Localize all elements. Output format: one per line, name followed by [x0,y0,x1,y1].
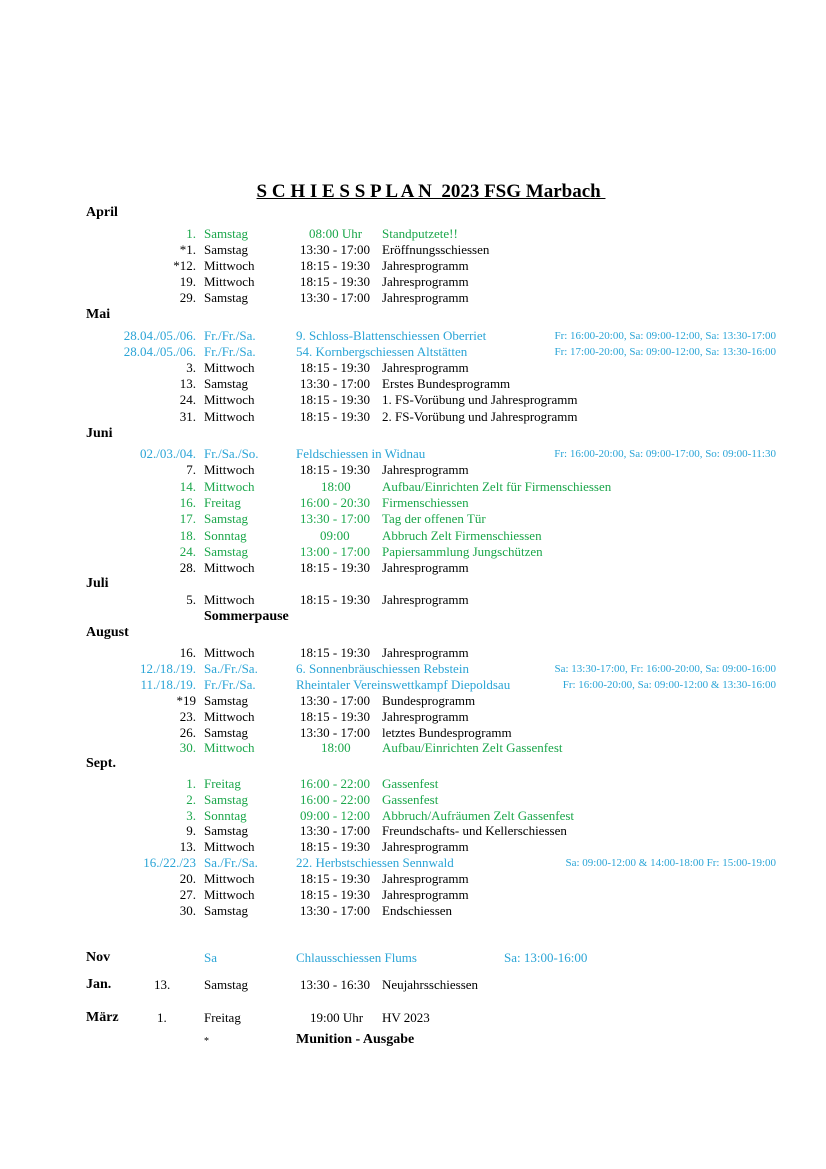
time: 13:30 - 17:00 [300,693,371,708]
description: Neujahrsschiessen [382,977,479,992]
table-row [0,290,826,306]
weekday: Freitag [204,776,241,791]
date: 26. [179,725,196,740]
table-row [0,409,826,425]
time: 18:15 - 19:30 [300,274,371,289]
description: letztes Bundesprogramm [382,725,512,740]
description: 9. Schloss-Blattenschiessen Oberriet [296,328,487,343]
description: Aufbau/Einrichten Zelt für Firmenschiessen [382,479,612,494]
table-row [0,839,826,855]
weekday: Sa./Fr./Sa. [204,661,258,676]
description: Aufbau/Einrichten Zelt Gassenfest [382,740,563,755]
weekday: Mittwoch [204,871,255,886]
date: 28. [179,560,196,575]
table-row [0,242,826,258]
weekday: Samstag [204,792,249,807]
weekday: Mittwoch [204,740,255,755]
table-row [0,376,826,392]
description: Jahresprogramm [382,462,469,477]
date: 16. [179,645,196,660]
month-maerz: März [86,1010,119,1025]
date: 11./18./19. [140,677,196,692]
month-juli: Juli [86,576,109,591]
description: 54. Kornbergschiessen Altstätten [296,344,468,359]
description: Chlausschiessen Flums [296,950,417,965]
weekday: Mittwoch [204,479,255,494]
description: Jahresprogramm [382,645,469,660]
weekday: Mittwoch [204,409,255,424]
table-row [0,792,826,808]
weekday: Fr./Fr./Sa. [204,328,256,343]
table-row [0,592,826,608]
date: 5. [186,592,196,607]
table-row [0,855,826,871]
description: Abbruch Zelt Firmenschiessen [382,528,542,543]
note: Sa: 13:00-16:00 [504,950,588,965]
date: 3. [186,360,196,375]
description: Erstes Bundesprogramm [382,376,511,391]
time: 09:00 - 12:00 [300,808,371,823]
weekday: Mittwoch [204,360,255,375]
table-row [0,1010,826,1026]
description: Tag der offenen Tür [382,511,486,526]
weekday: Freitag [204,495,241,510]
table-row [0,511,826,527]
description: Papiersammlung Jungschützen [382,544,543,559]
time: 18:15 - 19:30 [300,409,371,424]
date: 1. [186,776,196,791]
time: 16:00 - 22:00 [300,776,371,791]
weekday: Samstag [204,693,249,708]
table-row [0,274,826,290]
weekday: Sa./Fr./Sa. [204,855,258,870]
weekday: Mittwoch [204,462,255,477]
time: 18:15 - 19:30 [300,258,371,273]
date: 16./22./23 [143,855,196,870]
weekday: Mittwoch [204,839,255,854]
weekday: Mittwoch [204,887,255,902]
table-row [0,344,826,360]
table-row [0,887,826,903]
date: 2. [186,792,196,807]
weekday: Sonntag [204,808,247,823]
description: Freundschafts- und Kellerschiessen [382,823,567,838]
weekday: Samstag [204,903,249,918]
date: 14. [179,479,196,494]
table-row [0,462,826,478]
month-mai: Mai [86,307,111,322]
page-title: S C H I E S S P L A N 2023 FSG Marbach [256,181,606,202]
date: 1. [157,1010,167,1025]
time: 16:00 - 22:00 [300,792,371,807]
table-row [0,740,826,756]
time: 18:15 - 19:30 [300,560,371,575]
date: 30. [179,740,196,755]
time: 18:15 - 19:30 [300,462,371,477]
date: 13. [179,839,196,854]
time: 16:00 - 20:30 [300,495,371,510]
weekday: Samstag [204,511,249,526]
description: Jahresprogramm [382,560,469,575]
time: 18:00 [321,479,351,494]
time: 13:30 - 17:00 [300,725,371,740]
table-row [0,977,826,993]
description: Jahresprogramm [382,709,469,724]
month-juni: Juni [86,426,113,441]
date: 13. [179,376,196,391]
table-row [0,709,826,725]
month-nov: Nov [86,950,111,965]
table-row [0,495,826,511]
weekday: Samstag [204,226,249,241]
note: Fr: 16:00-20:00, Sa: 09:00-12:00 & 13:30-16:00 [562,679,776,691]
description: Eröffnungsschiessen [382,242,490,257]
time: 18:00 [321,740,351,755]
time: 08:00 Uhr [309,226,363,241]
table-row [0,528,826,544]
date: 24. [179,544,196,559]
table-row [0,661,826,677]
weekday: Mittwoch [204,645,255,660]
time: 13:30 - 17:00 [300,242,371,257]
description: HV 2023 [382,1010,430,1025]
date: *1. [179,242,196,257]
weekday: Freitag [204,1010,241,1025]
time: 18:15 - 19:30 [300,839,371,854]
description: 2. FS-Vorübung und Jahresprogramm [382,409,578,424]
date: 28.04./05./06. [123,344,196,359]
time: 13:00 - 17:00 [300,544,371,559]
table-row [0,258,826,274]
month-jan: Jan. [86,977,112,992]
time: 19:00 Uhr [310,1010,364,1025]
date: 12./18./19. [140,661,196,676]
description: Jahresprogramm [382,258,469,273]
table-row [0,776,826,792]
description: 22. Herbstschiessen Sennwald [296,855,454,870]
table-row [0,645,826,661]
weekday: Mittwoch [204,592,255,607]
time: 18:15 - 19:30 [300,392,371,407]
time: 18:15 - 19:30 [300,592,371,607]
weekday: Fr./Sa./So. [204,446,259,461]
note: Fr: 16:00-20:00, Sa: 09:00-17:00, So: 09:00-11:30 [554,448,776,460]
date: *12. [173,258,196,273]
description: Jahresprogramm [382,274,469,289]
date: 28.04./05./06. [123,328,196,343]
table-row [0,226,826,242]
weekday: Samstag [204,544,249,559]
month-august: August [86,625,129,640]
date: 23. [179,709,196,724]
time: 18:15 - 19:30 [300,709,371,724]
description: Jahresprogramm [382,592,469,607]
table-row [0,808,826,824]
weekday: Samstag [204,977,249,992]
date: 3. [186,808,196,823]
date: 13. [154,977,171,992]
legend-star: * [204,1036,209,1047]
date: 7. [186,462,196,477]
date: *19 [176,693,196,708]
table-row [0,392,826,408]
date: 24. [179,392,196,407]
note: Sa: 09:00-12:00 & 14:00-18:00 Fr: 15:00-19:00 [565,857,776,869]
weekday: Sa [204,950,217,965]
time: 13:30 - 17:00 [300,823,371,838]
weekday: Mittwoch [204,560,255,575]
description: Jahresprogramm [382,290,469,305]
month-april: April [86,205,118,220]
weekday: Fr./Fr./Sa. [204,677,256,692]
note: Fr: 17:00-20:00, Sa: 09:00-12:00, Sa: 13:30-16:00 [554,346,776,358]
description: Jahresprogramm [382,839,469,854]
weekday: Samstag [204,823,249,838]
weekday: Sonntag [204,528,247,543]
time: 18:15 - 19:30 [300,871,371,886]
description: Abbruch/Aufräumen Zelt Gassenfest [382,808,575,823]
weekday: Mittwoch [204,709,255,724]
description: 6. Sonnenbräuschiessen Rebstein [296,661,469,676]
weekday: Mittwoch [204,392,255,407]
weekday: Samstag [204,376,249,391]
description: Bundesprogramm [382,693,476,708]
date: 16. [179,495,196,510]
description: Gassenfest [382,776,439,791]
legend-text: Munition - Ausgabe [296,1032,415,1047]
time: 18:15 - 19:30 [300,887,371,902]
date: 1. [186,226,196,241]
table-row [0,360,826,376]
date: 18. [179,528,196,543]
description: Jahresprogramm [382,871,469,886]
date: 02./03./04. [140,446,196,461]
table-row [0,544,826,560]
date: 30. [179,903,196,918]
description: Gassenfest [382,792,439,807]
table-row [0,693,826,709]
date: 20. [179,871,196,886]
table-row [0,871,826,887]
description: Jahresprogramm [382,887,469,902]
table-row [0,560,826,576]
description: Firmenschiessen [382,495,469,510]
time: 13:30 - 17:00 [300,903,371,918]
table-row [0,328,826,344]
weekday: Samstag [204,242,249,257]
date: 29. [179,290,196,305]
time: 18:15 - 19:30 [300,645,371,660]
date: 19. [179,274,196,289]
time: 18:15 - 19:30 [300,360,371,375]
description: Endschiessen [382,903,453,918]
description: Rheintaler Vereinswettkampf Diepoldsau [296,677,511,692]
description: 1. FS-Vorübung und Jahresprogramm [382,392,578,407]
table-row [0,950,826,966]
time: 13:30 - 17:00 [300,511,371,526]
sommerpause-label: Sommerpause [204,609,289,624]
table-row [0,446,826,462]
time: 13:30 - 17:00 [300,376,371,391]
time: 13:30 - 17:00 [300,290,371,305]
weekday: Mittwoch [204,274,255,289]
time: 13:30 - 16:30 [300,977,371,992]
time: 09:00 [320,528,350,543]
weekday: Mittwoch [204,258,255,273]
note: Sa: 13:30-17:00, Fr: 16:00-20:00, Sa: 09:00-16:00 [554,663,776,675]
table-row [0,677,826,693]
month-sept: Sept. [86,756,116,771]
date: 17. [179,511,196,526]
table-row [0,903,826,919]
table-row [0,479,826,495]
description: Standputzete!! [382,226,458,241]
note: Fr: 16:00-20:00, Sa: 09:00-12:00, Sa: 13:30-17:00 [554,330,776,342]
table-row [0,725,826,741]
date: 31. [179,409,196,424]
description: Feldschiessen in Widnau [296,446,426,461]
weekday: Samstag [204,290,249,305]
date: 9. [186,823,196,838]
description: Jahresprogramm [382,360,469,375]
table-row [0,823,826,839]
weekday: Samstag [204,725,249,740]
weekday: Fr./Fr./Sa. [204,344,256,359]
date: 27. [179,887,196,902]
